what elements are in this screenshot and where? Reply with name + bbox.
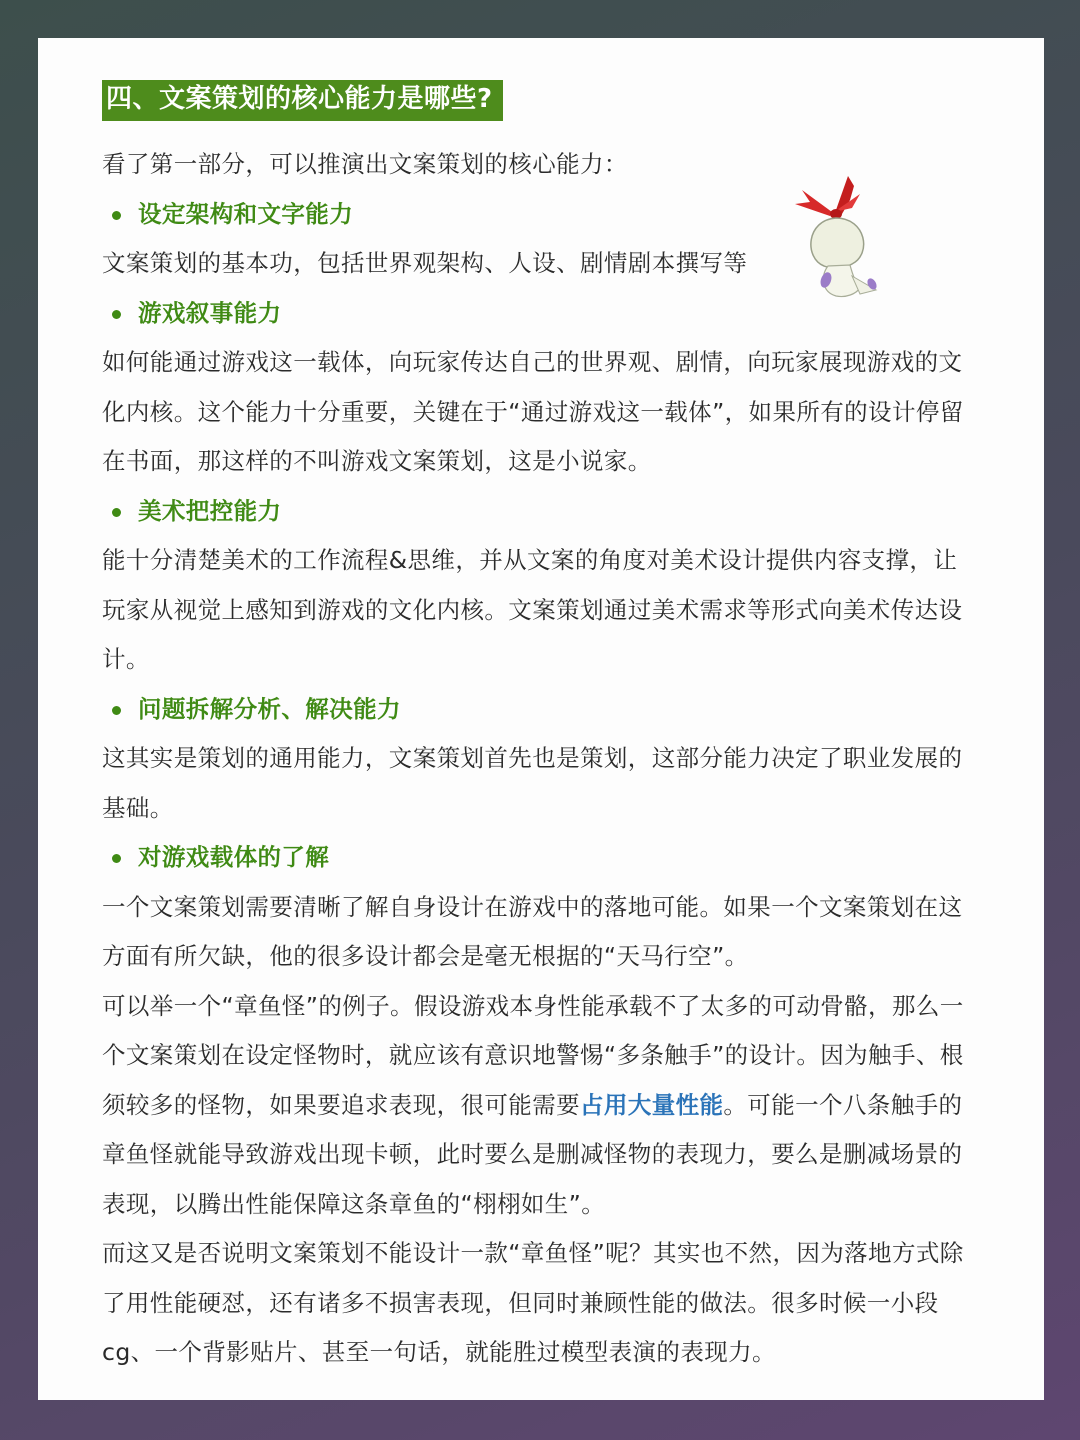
closing-paragraph: 而这又是否说明文案策划不能设计一款“章鱼怪”呢？其实也不然，因为落地方式除了用性能硬怼，还有诸多不损害表现，但同时兼顾性能的做法。很多时候一小段cg、一个背影贴片、甚至一句话，就能胜过模型表演的表现力。	[102, 1239, 964, 1366]
article-body	[102, 140, 977, 1378]
bullet-dot-icon	[112, 211, 121, 220]
bullet-dot-icon	[112, 310, 121, 319]
bullet-heading-4: 问题拆解分析、解决能力	[102, 685, 977, 735]
bullet-heading-3: 美术把控能力	[102, 487, 977, 537]
bullet-heading-5: 对游戏载体的了解	[102, 833, 977, 883]
example-paragraph: 可以举一个“章鱼怪”的例子。假设游戏本身性能承载不了太多的可动骨骼，那么一个文案策划在设定怪物时，就应该有意识地警惕“多条触手”的设计。因为触手、根须较多的怪物，如果要追求表现，很可能需要占用大量性能。可能一个八条触手的章鱼怪就能导致游戏出现卡顿，此时要么是删减怪物的表现力，要么是删减场景的表现，以腾出性能保障这条章鱼的“栩栩如生”。	[102, 991, 964, 1218]
article-card	[38, 38, 1044, 1400]
bullet-dot-icon	[112, 854, 121, 863]
section-title: 四、文案策划的核心能力是哪些?	[102, 80, 503, 121]
bullet-dot-icon	[112, 508, 121, 517]
bullet-dot-icon	[112, 706, 121, 715]
bullet-body-4: 这其实是策划的通用能力，文案策划首先也是策划，这部分能力决定了职业发展的基础。	[102, 744, 963, 822]
bullet-heading-1: 设定架构和文字能力	[102, 190, 977, 240]
bullet-body-1: 文案策划的基本功，包括世界观架构、人设、剧情剧本撰写等	[102, 249, 748, 277]
bullet-body-5: 一个文案策划需要清晰了解自身设计在游戏中的落地可能。如果一个文案策划在这方面有所欠缺，他的很多设计都会是毫无根据的“天马行空”。	[102, 892, 963, 970]
bullet-body-2: 如何能通过游戏这一载体，向玩家传达自己的世界观、剧情，向玩家展现游戏的文化内核。这个能力十分重要，关键在于“通过游戏这一载体”，如果所有的设计停留在书面，那这样的不叫游戏文案策划，这是小说家。	[102, 348, 964, 475]
highlight-text: 占用大量性能	[580, 1090, 724, 1119]
bullet-body-3: 能十分清楚美术的工作流程&思维，并从文案的角度对美术设计提供内容支撑，让玩家从视觉上感知到游戏的文化内核。文案策划通过美术需求等形式向美术传达设计。	[102, 546, 963, 673]
intro-paragraph: 看了第一部分，可以推演出文案策划的核心能力：	[102, 150, 628, 178]
bullet-heading-2: 游戏叙事能力	[102, 289, 977, 339]
